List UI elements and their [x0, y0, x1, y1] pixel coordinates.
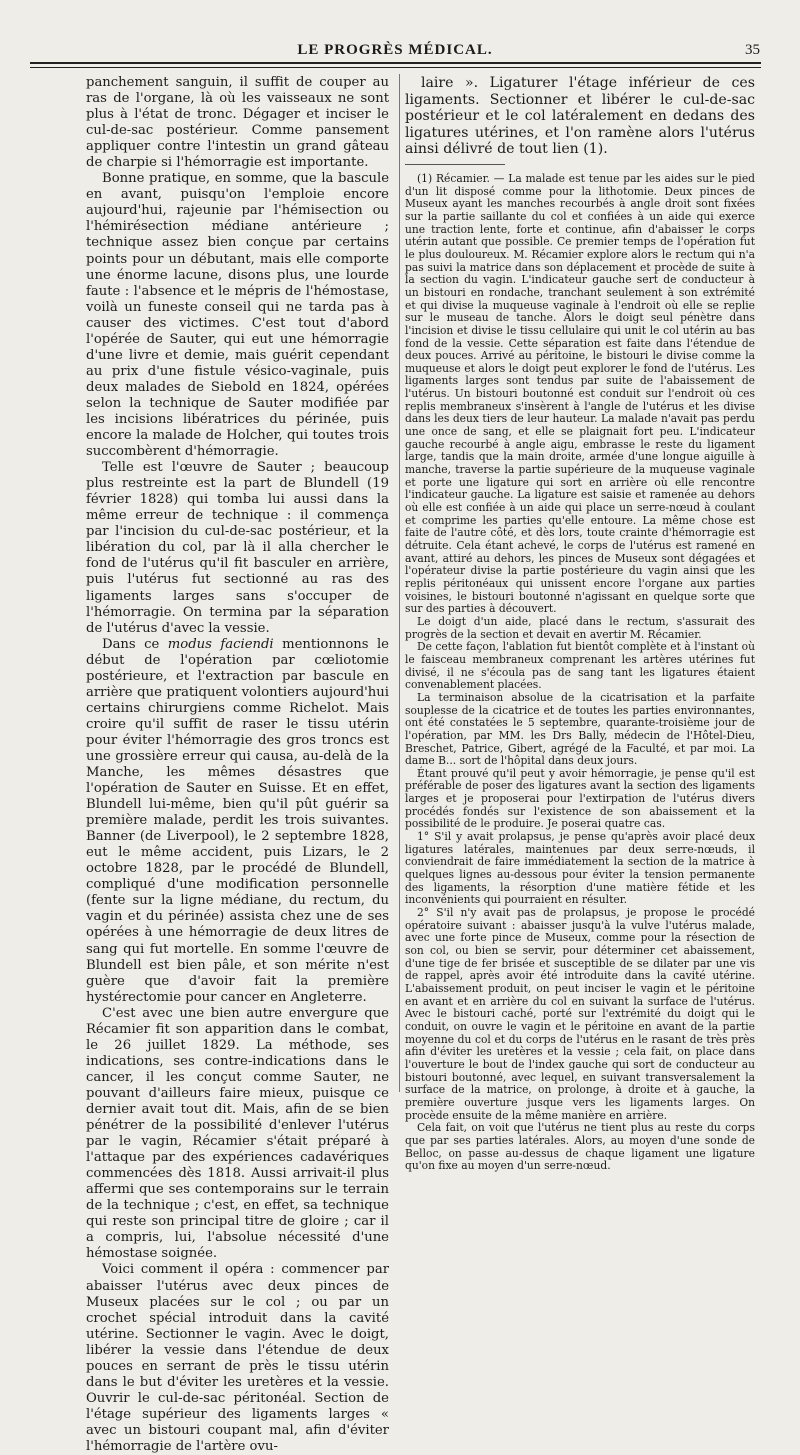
paragraph: Telle est l'œuvre de Sauter ; beaucoup plus restreinte est la part de Blundell (19 février 1828) qui tomba lui aussi dans la même erreur de technique : il commença par l'incision du cul-de-sac postérieur, et la libération du col, par là il alla chercher le fond de l'utérus qu'il fit basculer en arrière, puis l'utérus fut sectionné au ras des ligaments larges sans s'occuper de l'hémorragie. On termina par la séparation de l'utérus d'avec la vessie.	[86, 460, 389, 636]
paragraph-text: Dans ce	[102, 636, 168, 652]
header-rule-thin	[30, 67, 761, 68]
journal-title: LE PROGRÈS MÉDICAL.	[297, 42, 493, 58]
paragraph: Bonne pratique, en somme, que la bascule en avant, puisqu'on l'emploie encore aujourd'hui, rajeunie par l'hémisection ou l'hémirésection médiane antérieure ; technique assez bien conçue par certains points pour un débutant, mais elle comporte une énorme lacune, disons plus, une lourde faute : l'absence et le mépris de l'hémostase, voilà un funeste conseil qui ne tarda pas à causer des victimes. C'est tout d'abord l'opérée de Sauter, qui eut une hémorragie d'une livre et demie, mais guérit cependant au prix d'une fistule vésico-vaginale, puis deux malades de Siebold en 1824, opérées selon la technique de Sauter modifiée par les incisions libératrices du périnée, puis encore la malade de Holcher, qui toutes trois succombèrent d'hémorragie.	[86, 171, 389, 460]
footnote-paragraph: Le doigt d'un aide, placé dans le rectum, s'assurait des progrès de la section et devait en avertir M. Récamier.	[405, 614, 755, 641]
paragraph	[86, 637, 389, 1006]
running-header	[30, 42, 760, 64]
footnote-paragraph: 2° S'il n'y avait pas de prolapsus, je propose le procédé opératoire suivant : abaisser jusqu'à la vulve l'utérus malade, avec une forte pince de Museux, comme pour la résection de son col, ou bien se servir, pour déterminer cet abaissement, d'une tige de fer brisée et susceptible de se dilater par une vis de rappel, après avoir été introduite dans la cavité utérine. L'abaissement produit, on peut inciser le vagin et le péritoine en avant et en arrière du col en suivant la surface de l'utérus. Avec le bistouri caché, porté sur l'extrémité du doigt qui le conduit, on ouvre le vagin et le péritoine en avant de la partie moyenne du col et du corps de l'utérus en le rasant de très près afin d'éviter les uretères et la vessie ; cela fait, on place dans l'ouverture le bout de l'index gauche qui sort de conducteur au bistouri boutonné, avec lequel, en suivant transversalement la surface de la matrice, on prolonge, à droite et à gauche, la première ouverture jusque vers les ligaments larges. On procède ensuite de la même manière en arrière.	[405, 906, 755, 1122]
header-rule-thick	[30, 62, 761, 64]
footnote-paragraph: De cette façon, l'ablation fut bientôt complète et à l'instant où le faisceau membraneux comprenant les artères utérines fut divisé, il ne s'écoula pas de sang tant les ligatures étaient convenablement placées.	[405, 640, 755, 692]
footnote-rule	[405, 164, 505, 165]
paragraph-text: mentionnons le début de l'opération par cœliotomie postérieure, et l'extraction par bascule en arrière que pratiquent volontiers aujourd'hui certains chirurgiens comme Richelot. Mais croire qu'il suffit de raser le tissu utérin pour éviter l'hémorragie des gros troncs est une grossière erreur qui causa, au-delà de la Manche, les mêmes désastres que l'opération de Sauter en Suisse. Et en effet, Blundell lui-même, bien qu'il pût guérir sa première malade, perdit les trois suivantes. Banner (de Liverpool), le 2 septembre 1828, eut le même accident, puis Lizars, le 2 octobre 1828, par le procédé de Blundell, compliqué d'une modification personnelle (fente sur la ligne médiane, du rectum, du vagin et du périnée) assista chez une de ses opérées à une hémorragie de deux litres de sang qui fut mortelle. En somme l'œuvre de Blundell est bien pâle, et son mérite n'est guère que d'avoir fait la première hystérectomie pour cancer en Angleterre.	[86, 636, 389, 1005]
paragraph: laire ». Ligaturer l'étage inférieur de ces ligaments. Sectionner et libérer le cul-de-sac postérieur et le col latéralement en dedans des ligatures utérines, et l'on ramène alors l'utérus ainsi délivré de tout lien (1).	[405, 75, 755, 158]
italic-phrase: modus faciendi	[167, 636, 274, 652]
footnote-paragraph: Étant prouvé qu'il peut y avoir hémorragie, je pense qu'il est préférable de poser des ligatures avant la section des ligaments larges et je proposerai pour l'extirpation de l'utérus divers procédés fondés sur l'existence de son abaissement et la possibilité de le produire. Je poserai quatre cas.	[405, 766, 755, 831]
footnote-paragraph: La terminaison absolue de la cicatrisation et la parfaite souplesse de la cicatrice et de toutes les parties environnantes, ont été constatées le 5 septembre, quarante-troisième jour de l'opération, par MM. les Drs Bally, médecin de l'Hôtel-Dieu, Breschet, Patrice, Gibert, agrégé de la Faculté, et par moi. La dame B... sort de l'hôpital dans deux jours.	[405, 690, 755, 768]
paragraph: panchement sanguin, il suffit de couper au ras de l'organe, là où les vaisseaux ne sont plus à l'état de tronc. Dégager et inciser le cul-de-sac postérieur. Comme pansement appliquer contre l'intestin un grand gâteau de charpie si l'hémorragie est importante.	[86, 75, 389, 171]
footnote-paragraph: 1° S'il y avait prolapsus, je pense qu'après avoir placé deux ligatures latérales, maintenues par deux serre-nœuds, il conviendrait de faire immédiatement la section de la matrice à quelques lignes au-dessous pour éviter la tension permanente des ligaments, la résorption d'une matière fétide et les inconvénients qui pourraient en résulter.	[405, 830, 755, 907]
footnote-paragraph: (1) Récamier. — La malade est tenue par les aides sur le pied d'un lit disposé comme pour la lithotomie. Deux pinces de Museux ayant les manches recourbés à angle droit sont fixées sur la partie saillante du col et confiées à un aide qui exerce une traction lente, forte et continue, afin d'abaisser le corps utérin autant que possible. Ce premier temps de l'opération fut le plus douloureux. M. Récamier explore alors le rectum qui n'a pas suivi la matrice dans son déplacement et procède de suite à la section du vagin. L'indicateur gauche sert de conducteur à un bistouri en rondache, tranchant seulement à son extrémité et qui divise la muqueuse vaginale à l'endroit où elle se replie sur le museau de tanche. Alors le doigt seul pénètre dans l'incision et divise le tissu cellulaire qui unit le col utérin au bas fond de la vessie. Cette séparation est faite dans l'étendue de deux pouces. Arrivé au péritoine, le bistouri le divise comme la muqueuse et alors le doigt peut explorer le fond de l'utérus. Les ligaments larges sont tendus par suite de l'abaissement de l'utérus. Un bistouri boutonné est conduit sur l'endroit où ces replis membraneux s'insèrent à l'angle de l'utérus et les divise dans les deux tiers de leur hauteur. La malade n'avait pas perdu une once de sang, et elle se plaignait fort peu. L'indicateur gauche recourbé à angle aigu, embrasse le reste du ligament large, tandis que la main droite, armée d'une longue aiguille à manche, traverse la partie supérieure de la muqueuse vaginale et porte une ligature qui sort en arrière où elle rencontre l'indicateur gauche. La ligature est saisie et ramenée au dehors où elle est confiée à un aide qui place un serre-nœud à coulant et comprime les parties qu'elle entoure. La même chose est faite de l'autre côté, et dès lors, toute crainte d'hémorragie est détruite. Cela étant achevé, le corps de l'utérus est ramené en avant, attiré au dehors, les pinces de Museux sont dégagées et l'opérateur divise la partie postérieure du vagin ainsi que les replis péritonéaux qui unissent encore l'organe aux parties voisines, le bistouri boutonné n'agissant en quelque sorte que sur des parties à découvert.	[405, 171, 755, 616]
column-divider	[399, 74, 400, 1092]
left-column	[86, 75, 389, 1455]
paragraph: C'est avec une bien autre envergure que Récamier fit son apparition dans le combat, le 26 juillet 1829. La méthode, ses indications, ses contre-indications dans le cancer, il les conçut comme Sauter, ne pouvant d'ailleurs faire mieux, puisque ce dernier avait tout dit. Mais, afin de se bien pénétrer de la possibilité d'enlever l'utérus par le vagin, Récamier s'était préparé à l'attaque par des expériences cadavériques commencées dès 1818. Aussi arrivait-il plus affermi que ses contemporains sur le terrain de la technique ; c'est, en effet, sa technique qui reste son principal titre de gloire ; car il a compris, lui, l'absolue nécessité d'une hémostase soignée.	[86, 1005, 389, 1262]
paragraph: Voici comment il opéra : commencer par abaisser l'utérus avec deux pinces de Museux placées sur le col ; ou par un crochet spécial introduit dans la cavité utérine. Sectionner le vagin. Avec le doigt, libérer la vessie dans l'étendue de deux pouces en serrant de près le tissu utérin dans le but d'éviter les uretères et la vessie. Ouvrir le cul-de-sac péritonéal. Section de l'étage supérieur des ligaments larges « avec un bistouri coupant mal, afin d'éviter l'hémorragie de l'artère ovu-	[86, 1262, 389, 1454]
right-column	[405, 75, 755, 1173]
footnote-paragraph: Cela fait, on voit que l'utérus ne tient plus au reste du corps que par ses parties latérales. Alors, au moyen d'une sonde de Belloc, on passe au-dessus de chaque ligament une ligature qu'on fixe au moyen d'un serre-nœud.	[405, 1121, 755, 1173]
page-number: 35	[745, 42, 760, 58]
